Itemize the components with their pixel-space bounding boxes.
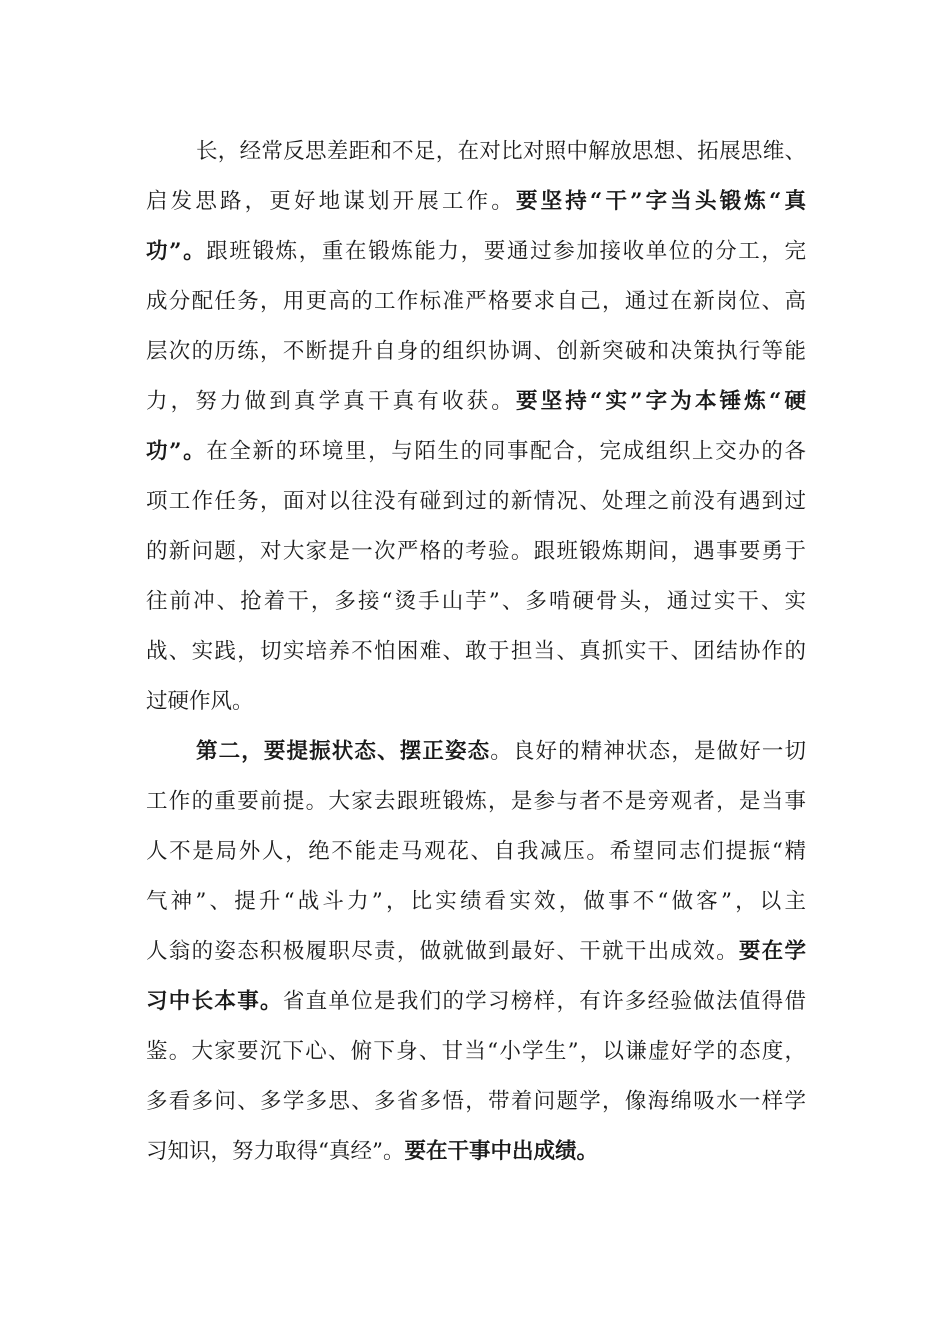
bold-text-run: 要在干事中出成绩。 <box>404 1139 598 1164</box>
text-run: 习知识，努力取得“真经”。 <box>146 1139 405 1164</box>
text-run: 过硬作风。 <box>146 689 254 714</box>
text-line <box>146 1077 806 1127</box>
text-line <box>146 277 806 327</box>
bold-text-run: 习中长本事。 <box>146 989 283 1014</box>
text-line <box>146 777 806 827</box>
text-line <box>146 1127 806 1177</box>
text-line <box>146 677 806 727</box>
text-run: 启发思路，更好地谋划开展工作。 <box>146 189 516 214</box>
text-run: 往前冲、抢着干，多接“烫手山芋”、多啃硬骨头，通过实干、实 <box>146 589 806 614</box>
text-run: 层次的历练，不断提升自身的组织协调、创新突破和决策执行等能 <box>146 339 806 364</box>
text-run: 多看多问、多学多思、多省多悟，带着问题学，像海绵吸水一样学 <box>146 1089 806 1114</box>
bold-text-run: 功”。 <box>146 239 207 264</box>
bold-text-run: 要坚持“实”字为本锤炼“硬 <box>515 389 806 414</box>
text-line <box>146 977 806 1027</box>
paragraph <box>146 727 806 1177</box>
text-run: 。良好的精神状态，是做好一切 <box>490 739 806 764</box>
text-line <box>146 827 806 877</box>
text-run: 项工作任务，面对以往没有碰到过的新情况、处理之前没有遇到过 <box>146 489 806 514</box>
text-run: 人翁的姿态积极履职尽责，做就做到最好、干就干出成效。 <box>146 939 739 964</box>
text-run: 力，努力做到真学真干真有收获。 <box>146 389 516 414</box>
text-line <box>146 427 806 477</box>
text-line <box>146 527 806 577</box>
text-run: 省直单位是我们的学习榜样，有许多经验做法值得借 <box>282 989 806 1014</box>
bold-text-run: 功”。 <box>146 439 207 464</box>
text-run: 气神”、提升“战斗力”，比实绩看实效，做事不“做客”，以主 <box>146 889 806 914</box>
text-run: 成分配任务，用更高的工作标准严格要求自己，通过在新岗位、高 <box>146 289 806 314</box>
text-line <box>146 927 806 977</box>
text-line <box>146 877 806 927</box>
bold-text-run: 要在学 <box>738 939 806 964</box>
text-line <box>146 127 806 177</box>
document-body <box>146 127 806 1177</box>
bold-text-run: 第二，要提振状态、摆正姿态 <box>196 739 491 764</box>
text-line <box>146 727 806 777</box>
text-run: 鉴。大家要沉下心、俯下身、甘当“小学生”，以谦虚好学的态度， <box>146 1039 806 1064</box>
text-line <box>146 627 806 677</box>
text-line <box>146 577 806 627</box>
text-line <box>146 327 806 377</box>
text-run: 的新问题，对大家是一次严格的考验。跟班锻炼期间，遇事要勇于 <box>146 539 806 564</box>
text-run: 战、实践，切实培养不怕困难、敢于担当、真抓实干、团结协作的 <box>146 639 806 664</box>
text-line <box>146 377 806 427</box>
bold-text-run: 要坚持“干”字当头锻炼“真 <box>515 189 806 214</box>
text-run: 人不是局外人，绝不能走马观花、自我减压。希望同志们提振“精 <box>146 839 806 864</box>
paragraph <box>146 127 806 727</box>
text-run: 长，经常反思差距和不足，在对比对照中解放思想、拓展思维、 <box>196 139 806 164</box>
text-line <box>146 1027 806 1077</box>
text-run: 在全新的环境里，与陌生的同事配合，完成组织上交办的各 <box>206 439 806 464</box>
text-line <box>146 477 806 527</box>
text-line <box>146 227 806 277</box>
text-line <box>146 177 806 227</box>
text-run: 跟班锻炼，重在锻炼能力，要通过参加接收单位的分工，完 <box>206 239 806 264</box>
text-run: 工作的重要前提。大家去跟班锻炼，是参与者不是旁观者，是当事 <box>146 789 806 814</box>
